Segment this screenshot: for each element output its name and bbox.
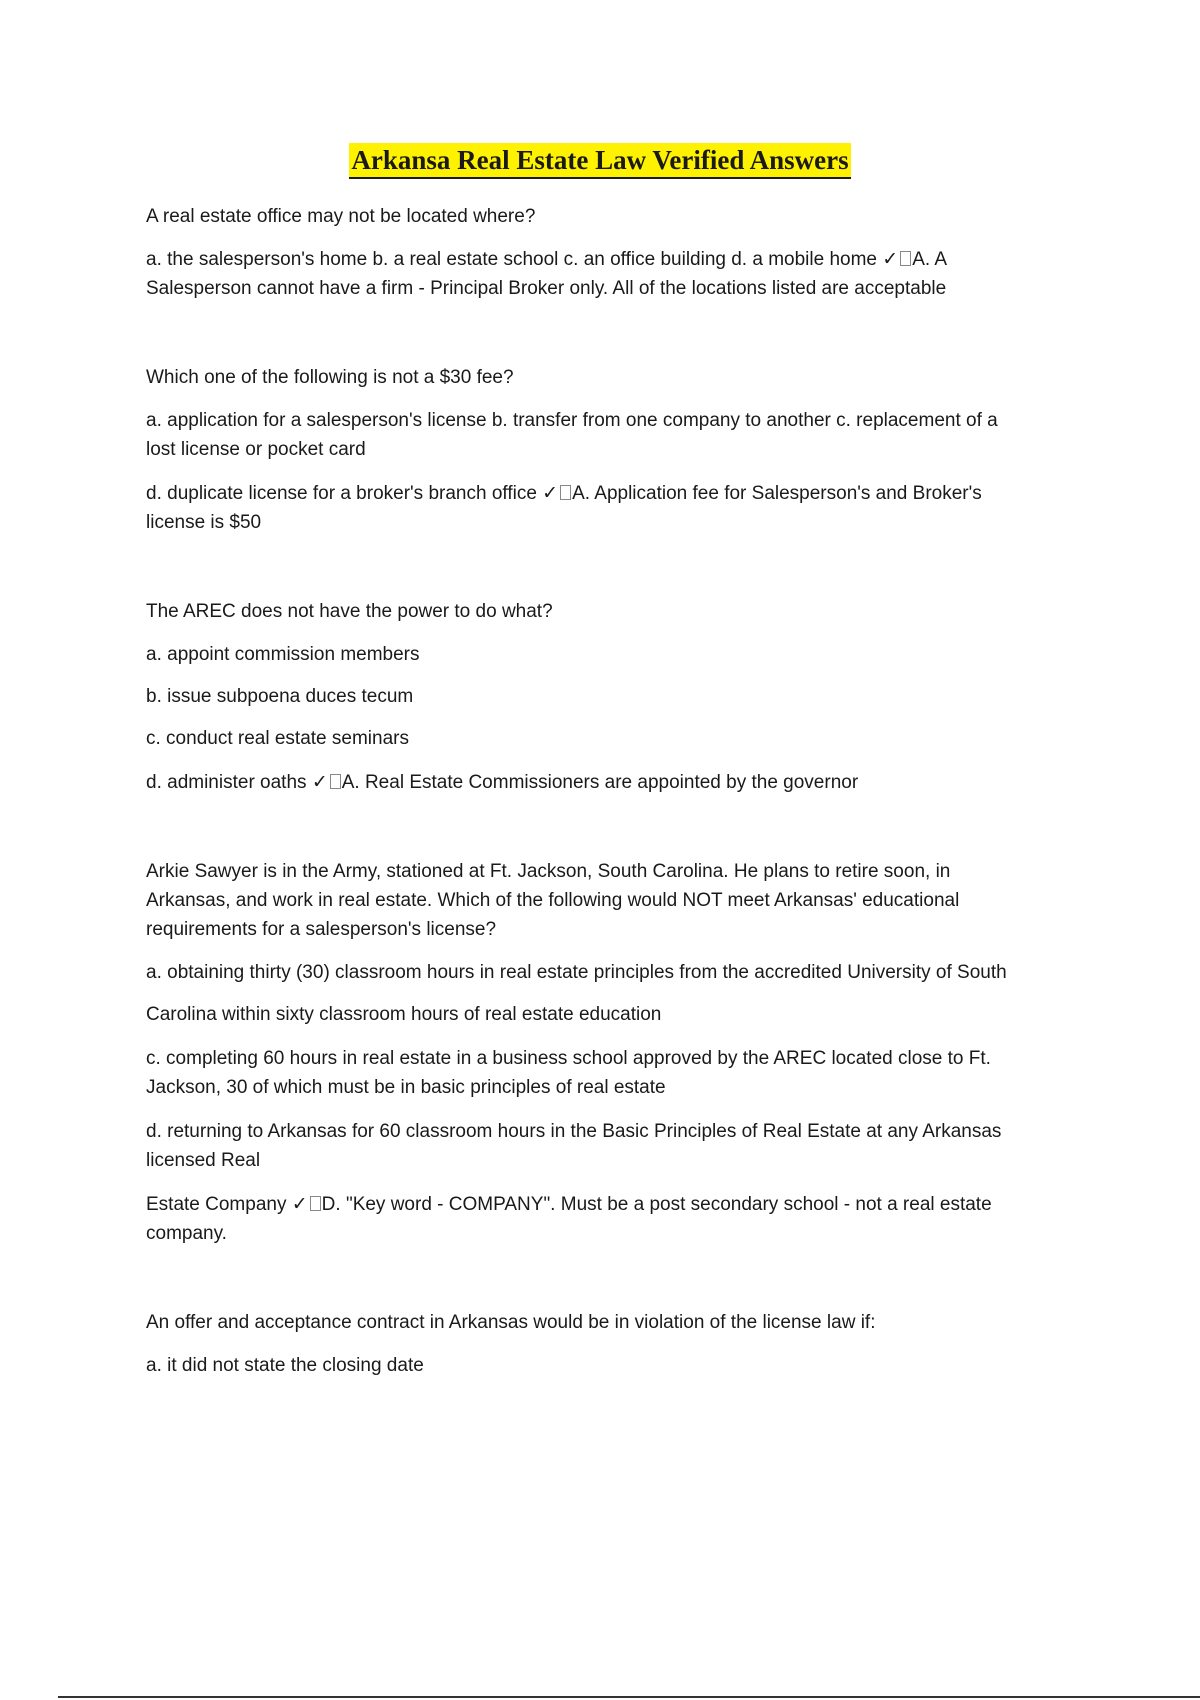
question-2-explanation: license is $50 <box>146 512 262 533</box>
question-1: A real estate office may not be located where? <box>146 206 536 227</box>
document-title: Arkansa Real Estate Law Verified Answers <box>349 143 850 179</box>
question-4-option-d-line-2: licensed Real <box>146 1150 261 1171</box>
question-4-option-c <box>146 1044 1086 1102</box>
question-3-option-c: c. conduct real estate seminars <box>146 728 409 749</box>
question-2-option-d: d. duplicate license for a broker's branch office <box>146 483 537 504</box>
question-2-option-d-answer <box>146 479 1086 537</box>
question-3-option-d-answer <box>146 768 1086 797</box>
check-icon: ✓ <box>882 248 899 270</box>
question-3-option-b: b. issue subpoena duces tecum <box>146 686 414 707</box>
question-4 <box>146 857 1086 944</box>
question-4-option-d-line-3: Estate Company <box>146 1194 287 1215</box>
check-icon: ✓ <box>291 1193 308 1215</box>
question-2-options-line-1: a. application for a salesperson's license b. transfer from one company to another c. replacement of a <box>146 410 998 431</box>
missing-glyph-box-icon <box>310 1196 321 1211</box>
question-4-option-d-answer <box>146 1190 1086 1248</box>
document-body <box>146 202 1086 1380</box>
question-3-option-a: a. appoint commission members <box>146 644 420 665</box>
question-5-option-a: a. it did not state the closing date <box>146 1355 424 1376</box>
question-4-option-a-cont: Carolina within sixty classroom hours of real estate education <box>146 1004 662 1025</box>
question-3-answer: A. Real Estate Commissioners are appointed by the governor <box>341 772 859 793</box>
question-4-option-d-line-1: d. returning to Arkansas for 60 classroom hours in the Basic Principles of Real Estate at any Arkansas <box>146 1121 1002 1142</box>
question-4-line-2: Arkansas, and work in real estate. Which of the following would NOT meet Arkansas' educational <box>146 890 960 911</box>
question-2-options-line-2: lost license or pocket card <box>146 439 366 460</box>
missing-glyph-box-icon <box>330 774 341 789</box>
footer-divider <box>58 1696 1200 1698</box>
question-4-line-3: requirements for a salesperson's license? <box>146 919 497 940</box>
question-5: An offer and acceptance contract in Arkansas would be in violation of the license law if: <box>146 1312 876 1333</box>
question-4-option-a: a. obtaining thirty (30) classroom hours in real estate principles from the accredited University of South <box>146 962 1007 983</box>
question-4-answer: D. "Key word - COMPANY". Must be a post secondary school - not a real estate <box>321 1194 992 1215</box>
question-4-option-c-line-2: Jackson, 30 of which must be in basic principles of real estate <box>146 1077 666 1098</box>
question-2: Which one of the following is not a $30 fee? <box>146 367 514 388</box>
missing-glyph-box-icon <box>560 485 571 500</box>
question-3-option-d: d. administer oaths <box>146 772 307 793</box>
question-1-explanation: Salesperson cannot have a firm - Principal Broker only. All of the locations listed are acceptable <box>146 278 947 299</box>
question-4-option-c-line-1: c. completing 60 hours in real estate in a business school approved by the AREC located close to Ft. <box>146 1048 991 1069</box>
question-2-options <box>146 406 1086 464</box>
question-1-options: a. the salesperson's home b. a real estate school c. an office building d. a mobile home <box>146 249 877 270</box>
question-4-option-d <box>146 1117 1086 1175</box>
question-1-answer: A. A <box>912 249 948 270</box>
question-4-line-1: Arkie Sawyer is in the Army, stationed at Ft. Jackson, South Carolina. He plans to retire soon, in <box>146 861 951 882</box>
check-icon: ✓ <box>542 482 559 504</box>
question-2-answer: A. Application fee for Salesperson's and Broker's <box>572 483 982 504</box>
question-1-options-answer <box>146 245 1086 303</box>
missing-glyph-box-icon <box>900 251 911 266</box>
check-icon: ✓ <box>311 771 328 793</box>
question-4-explanation: company. <box>146 1223 227 1244</box>
title-block <box>0 143 1200 179</box>
question-3: The AREC does not have the power to do what? <box>146 601 553 622</box>
